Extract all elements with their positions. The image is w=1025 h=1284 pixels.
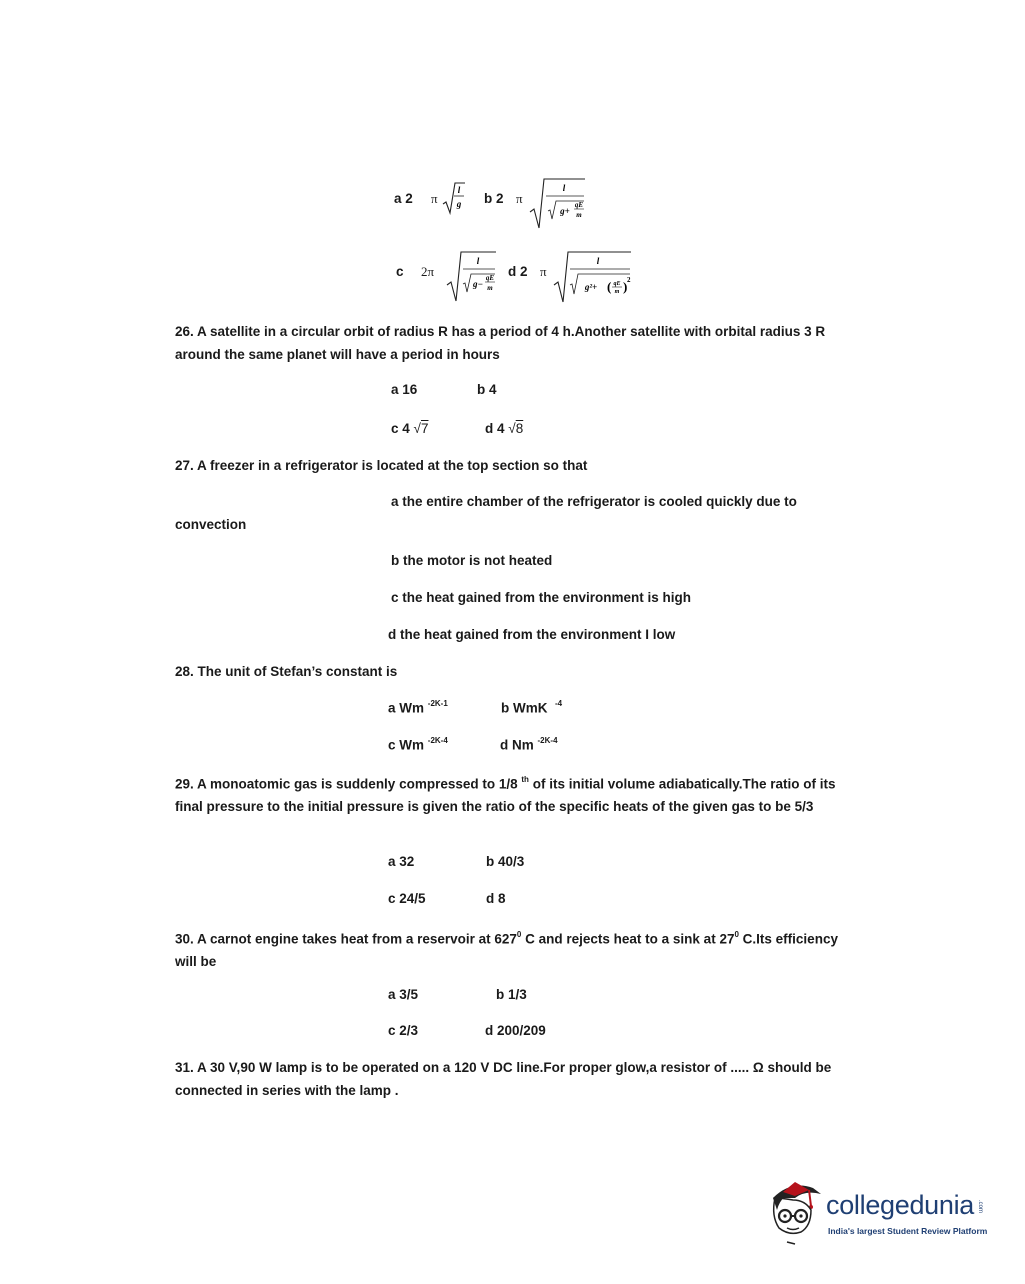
option-a: a 16 — [391, 382, 418, 397]
pi-symbol: π — [516, 191, 523, 206]
question-text: A freezer in a refrigerator is located at the top section so that — [197, 458, 588, 473]
option-b: b the motor is not heated — [391, 553, 553, 568]
svg-text:(: ( — [607, 279, 612, 294]
question-31 — [175, 1057, 845, 1102]
formula-c-sqrt — [446, 247, 498, 303]
question-28 — [175, 661, 845, 684]
svg-text:l: l — [457, 185, 461, 195]
option-b: b WmK $^{-4}$ — [501, 699, 563, 716]
option-c: c 2/3 — [388, 1023, 419, 1038]
option-b: b 4 — [477, 382, 497, 397]
option-c: c 24/5 — [388, 891, 426, 906]
svg-text:m: m — [487, 284, 493, 292]
svg-text:): ) — [623, 279, 628, 294]
mascot-icon — [765, 1176, 825, 1248]
svg-text:qE: qE — [613, 281, 621, 287]
logo-wordmark: collegedunia — [826, 1190, 975, 1220]
svg-text:qE: qE — [485, 274, 495, 282]
question-26 — [175, 321, 845, 366]
formula-a-label: a 2 — [394, 191, 413, 206]
svg-text:m: m — [614, 289, 620, 295]
formula-b-sqrt — [529, 174, 587, 230]
formula-c-label: c — [396, 264, 404, 279]
pi-symbol: π — [540, 264, 547, 279]
option-c: c Wm $^{-2K-4}$ — [388, 736, 448, 753]
option-d: d 4 √8 — [485, 421, 524, 436]
option-a: a the entire chamber of the refrigerator is cooled quickly due to — [391, 494, 797, 509]
question-30: 30. A carnot engine takes heat from a reservoir at $627^0$ C and rejects heat to a sink at $27^0$ C.Its efficiency will be — [175, 930, 838, 969]
question-number: 27. — [175, 458, 194, 473]
question-29: 29. A monoatomic gas is suddenly compressed to 1/8 $^{th}$ of its initial volume adiabatically.The ratio of its final pressure to the initial pressure is given the ratio of the specific heats of the given gas to be 5/3 — [175, 775, 836, 814]
question-number: 26. — [175, 324, 194, 339]
question-text: A satellite in a circular orbit of radius R has a period of 4 h.Another satellite with orbital radius 3 R around the same planet will have a period in hours — [175, 324, 826, 362]
question-number: 31. — [175, 1060, 194, 1075]
formula-b-label: b 2 — [484, 191, 504, 206]
svg-text:l: l — [596, 256, 600, 266]
question-number: 29. — [175, 776, 194, 792]
question-text: The unit of Stefan’s constant is — [197, 664, 398, 679]
option-a: a Wm $^{-2K-1}$ — [388, 699, 448, 716]
option-c: c 4 √7 — [391, 421, 429, 436]
option-d: d 8 — [486, 891, 506, 906]
svg-text:g²+: g²+ — [584, 282, 598, 292]
question-text: A 30 V,90 W lamp is to be operated on a 120 V DC line.For proper glow,a resistor of ..... Ω should be connected in series with the lamp . — [175, 1060, 832, 1098]
option-d: d 200/209 — [485, 1023, 546, 1038]
question-27 — [175, 455, 845, 478]
question-number: 30. — [175, 931, 194, 947]
svg-text:g: g — [456, 199, 462, 209]
option-c: c the heat gained from the environment is high — [391, 590, 692, 605]
svg-text:g+: g+ — [560, 206, 570, 216]
formula-d-sqrt — [553, 247, 633, 305]
logo-tagline: India's largest Student Review Platform — [828, 1226, 988, 1236]
formula-a-sqrt — [442, 180, 466, 216]
option-a: a 32 — [388, 854, 415, 869]
formula-c-coef: 2π — [421, 264, 435, 279]
question-number: 28. — [175, 664, 194, 679]
formula-d-label: d 2 — [508, 264, 528, 279]
svg-text:qE: qE — [574, 201, 584, 209]
logo-com: .com — [977, 1200, 983, 1214]
option-b: b 1/3 — [496, 987, 527, 1002]
option-a: a 3/5 — [388, 987, 419, 1002]
option-a-continuation: convection — [175, 517, 247, 532]
svg-text:l: l — [562, 183, 566, 193]
option-b: b 40/3 — [486, 854, 525, 869]
svg-text:m: m — [576, 211, 582, 219]
svg-text:g−: g− — [473, 279, 483, 289]
svg-text:l: l — [476, 256, 480, 266]
option-d: d Nm $^{-2K-4}$ — [500, 736, 558, 753]
pi-symbol: π — [431, 191, 438, 206]
option-d: d the heat gained from the environment I low — [388, 627, 676, 642]
svg-text:2: 2 — [627, 276, 631, 284]
